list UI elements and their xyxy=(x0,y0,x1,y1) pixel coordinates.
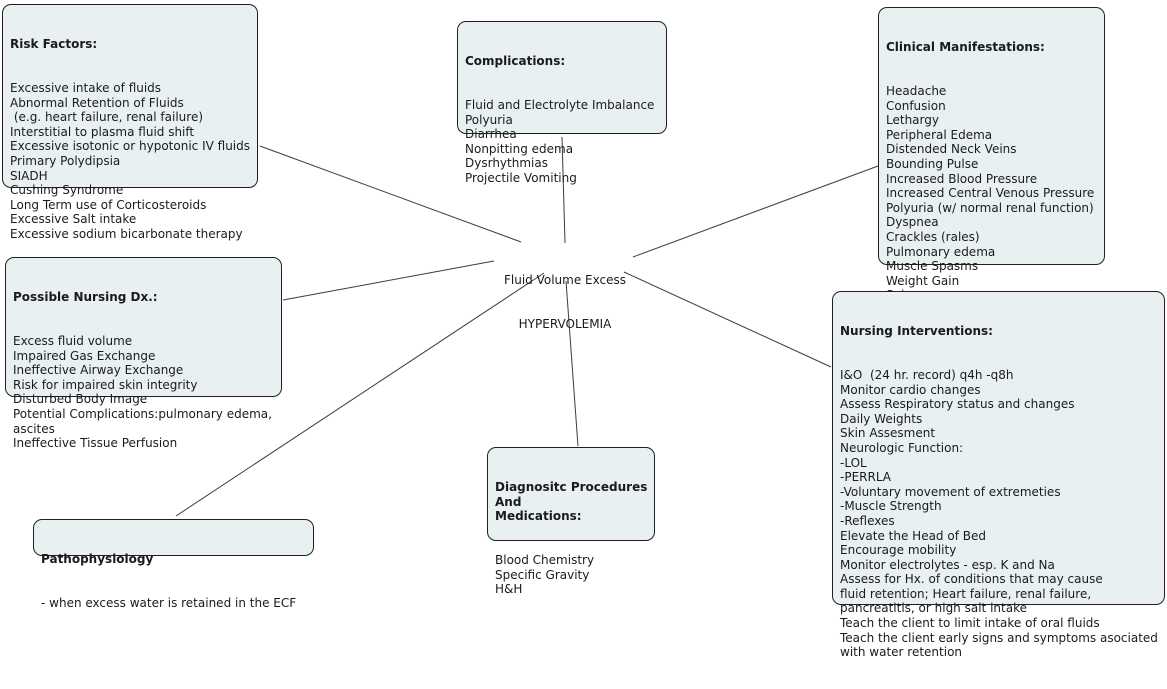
pathophysiology-title: Pathophysiology xyxy=(41,552,154,567)
text-line: Lethargy xyxy=(886,113,939,128)
nursing-interventions-title: Nursing Interventions: xyxy=(840,324,993,339)
text-line: Fluid and Electrolyte Imbalance xyxy=(465,97,655,112)
text-line: (e.g. heart failure, renal failure) xyxy=(10,110,204,125)
text-line: Cushing Syndrome xyxy=(10,183,124,198)
complications-list xyxy=(465,98,659,186)
central-topic-line1: Fluid Volume Excess xyxy=(503,273,626,288)
text-line: Primary Polydipsia xyxy=(10,153,121,168)
diagnostic-procedures-list xyxy=(495,553,647,597)
clinical-manifestations-title: Clinical Manifestations: xyxy=(886,40,1045,55)
possible-nursing-dx-box xyxy=(5,257,282,451)
text-line: Excessive intake of fluids xyxy=(10,80,162,95)
text-line: Projectile Vomiting xyxy=(465,170,577,185)
text-line: Daily Weights xyxy=(840,411,923,426)
text-line: Excessive Salt intake xyxy=(10,212,137,227)
text-line: with water retention xyxy=(840,645,963,660)
text-line: Excessive isotonic or hypotonic IV fluids xyxy=(10,139,250,154)
text-line: Polyuria xyxy=(465,112,513,127)
text-line: -Voluntary movement of extremeties xyxy=(840,484,1061,499)
clinical-manifestations-list xyxy=(886,84,1097,318)
text-line: Blood Chemistry xyxy=(495,553,595,568)
text-line: Excess fluid volume xyxy=(13,333,133,348)
text-line: Assess Respiratory status and changes xyxy=(840,397,1075,412)
text-line: Confusion xyxy=(886,98,946,113)
text-line: Diarrhea xyxy=(465,127,517,142)
text-line: Skin Assesment xyxy=(840,426,936,441)
complications-box xyxy=(457,21,667,185)
text-line: Increased Central Venous Pressure xyxy=(886,186,1095,201)
text-line: Medications: xyxy=(495,509,582,524)
text-line: -LOL xyxy=(840,455,867,470)
text-line: Interstitial to plasma fluid shift xyxy=(10,124,195,139)
text-line: pancreatitis, or high salt intake xyxy=(840,601,1027,616)
text-line: Headache xyxy=(886,83,947,98)
nursing-interventions-list xyxy=(840,368,1157,660)
text-line: Polyuria (w/ normal renal function) xyxy=(886,200,1094,215)
central-topic xyxy=(445,244,685,361)
text-line: Dyspnea xyxy=(886,215,939,230)
diagnostic-procedures-title xyxy=(495,480,647,524)
central-topic-line2: HYPERVOLEMIA xyxy=(518,316,612,331)
text-line: Monitor cardio changes xyxy=(840,382,981,397)
text-line: Elevate the Head of Bed xyxy=(840,528,986,543)
text-line: Abnormal Retention of Fluids xyxy=(10,95,184,110)
diagnostic-procedures-box xyxy=(487,447,655,597)
text-line: Teach the client to limit intake of oral fluids xyxy=(840,616,1100,631)
text-line: Dysrhythmias xyxy=(465,156,548,171)
text-line: Teach the client early signs and symptoms asociated xyxy=(840,630,1158,645)
text-line: Diagnositc Procedures xyxy=(495,480,648,495)
text-line: Distended Neck Veins xyxy=(886,142,1017,157)
text-line: Peripheral Edema xyxy=(886,127,993,142)
text-line: Long Term use of Corticosteroids xyxy=(10,197,207,212)
possible-nursing-dx-list xyxy=(13,334,274,451)
text-line: Ineffective Tissue Perfusion xyxy=(13,436,178,451)
text-line: Potential Complications:pulmonary edema, xyxy=(13,406,272,421)
text-line: Encourage mobility xyxy=(840,543,957,558)
risk-factors-box xyxy=(2,4,258,241)
text-line: Excessive sodium bicarbonate therapy xyxy=(10,226,243,241)
pathophysiology-list xyxy=(41,596,306,611)
text-line: -Reflexes xyxy=(840,513,895,528)
pathophysiology-box xyxy=(33,519,314,610)
text-line: H&H xyxy=(495,582,523,597)
text-line: Pulmonary edema xyxy=(886,244,996,259)
text-line: Ineffective Airway Exchange xyxy=(13,363,184,378)
text-line: Specific Gravity xyxy=(495,567,590,582)
text-line: Crackles (rales) xyxy=(886,229,980,244)
risk-factors-title: Risk Factors: xyxy=(10,37,98,52)
text-line: ascites xyxy=(13,421,55,436)
text-line: -PERRLA xyxy=(840,470,891,485)
text-line: Risk for impaired skin integrity xyxy=(13,377,198,392)
risk-factors-list xyxy=(10,81,250,242)
text-line: SIADH xyxy=(10,168,48,183)
text-line: Neurologic Function: xyxy=(840,440,964,455)
text-line: Monitor electrolytes - esp. K and Na xyxy=(840,557,1055,572)
text-line: Muscle Spasms xyxy=(886,259,979,274)
text-line: Disturbed Body Image xyxy=(13,392,148,407)
text-line: Assess for Hx. of conditions that may cause xyxy=(840,572,1103,587)
complications-title: Complications: xyxy=(465,54,566,69)
text-line: I&O (24 hr. record) q4h -q8h xyxy=(840,367,1014,382)
text-line: - when excess water is retained in the ECF xyxy=(41,595,297,610)
text-line: And xyxy=(495,494,522,509)
text-line: fluid retention; Heart failure, renal failure, xyxy=(840,586,1092,601)
text-line: Increased Blood Pressure xyxy=(886,171,1038,186)
possible-nursing-dx-title: Possible Nursing Dx.: xyxy=(13,290,158,305)
text-line: Nonpitting edema xyxy=(465,141,574,156)
text-line: -Muscle Strength xyxy=(840,499,942,514)
text-line: Weight Gain xyxy=(886,273,960,288)
clinical-manifestations-box xyxy=(878,7,1105,288)
text-line: Bounding Pulse xyxy=(886,156,979,171)
nursing-interventions-box xyxy=(832,291,1165,660)
text-line: Impaired Gas Exchange xyxy=(13,348,156,363)
